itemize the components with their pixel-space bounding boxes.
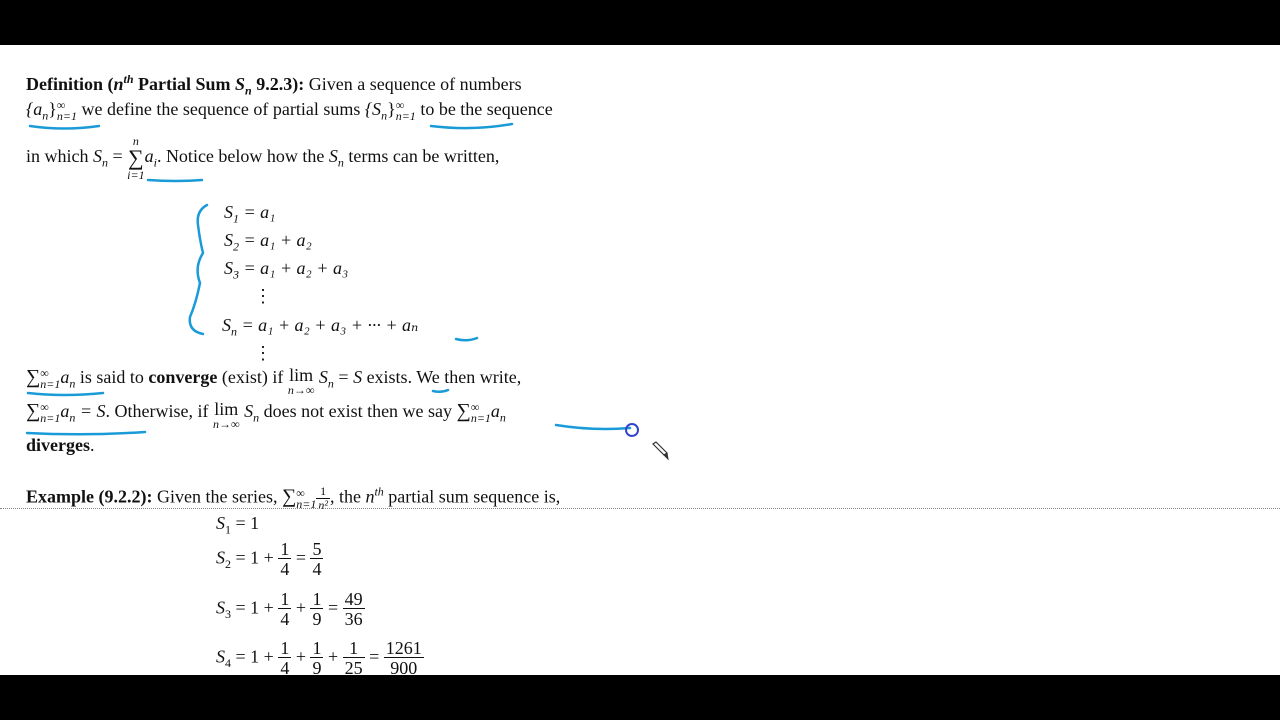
lim: lim	[214, 399, 239, 419]
converge-line-1	[26, 366, 521, 396]
lim-expr: S	[239, 401, 254, 421]
ps-lhs: S	[222, 315, 231, 335]
ps-lhs: S	[224, 258, 233, 278]
frac-den: 4	[280, 559, 290, 579]
heading-ref: 9.2.3):	[251, 74, 305, 94]
row-expr: = 1 +	[235, 646, 274, 667]
row-eq: =	[295, 547, 306, 568]
example-row-3	[216, 590, 365, 629]
sum-sub: n=1	[296, 496, 317, 511]
converge-word: converge	[148, 367, 218, 387]
sum-term: a	[490, 401, 500, 421]
example-label: Example (9.2.2):	[26, 486, 153, 507]
frac-num: 1	[316, 485, 330, 499]
underline-sum-diverge	[556, 425, 630, 429]
seq-a-range: n=1	[56, 108, 77, 123]
row-expr: = 1 +	[235, 547, 274, 568]
frac-den: 900	[390, 658, 418, 675]
row-lhs: S	[216, 646, 225, 667]
seq-S-sup: ∞	[395, 97, 405, 112]
lim: lim	[289, 365, 314, 385]
definition-line-2	[26, 98, 553, 122]
frac-num: 1	[312, 589, 322, 609]
definition-text-2: we define the sequence of partial sums	[76, 99, 365, 119]
line3-S2-sub: n	[337, 155, 344, 170]
converge-text-5: does not exist then we say	[259, 401, 457, 421]
row-plus: +	[295, 646, 306, 667]
sum-symbol: ∑	[456, 400, 471, 422]
converge-line-3	[26, 434, 94, 456]
period: .	[89, 435, 95, 455]
ps-rhs: = a₁	[243, 202, 276, 222]
sum-term-sub: n	[69, 410, 76, 425]
sum-sup: ∞	[470, 399, 480, 414]
lim-sub: n→∞	[213, 417, 240, 431]
sigma-top: n	[132, 134, 139, 148]
eq-S: = S	[75, 401, 106, 421]
example-text-3: partial sum sequence is,	[383, 486, 561, 507]
seq-a-sup: ∞	[56, 97, 66, 112]
ps-rhs: = a₁ + a₂ + a₃ + ··· + aₙ	[241, 315, 419, 335]
frac-num: 1261	[385, 638, 422, 658]
lim-eq: =	[333, 367, 354, 387]
partial-sum-row	[224, 257, 349, 282]
converge-text-4: . Otherwise, if	[105, 401, 214, 421]
ps-sub: 2	[233, 239, 239, 254]
frac-den: 4	[312, 559, 322, 579]
line3-a-sub: i	[153, 155, 157, 170]
letterbox-top	[0, 0, 1280, 45]
line3-S-sub: n	[102, 155, 108, 170]
row-eq: =	[369, 646, 380, 667]
frac-num: 1	[280, 589, 290, 609]
sum-sub: n=1	[40, 410, 61, 425]
ps-vdots: ⋮	[254, 343, 272, 363]
seq-a-close: }	[48, 99, 57, 119]
page-break-divider	[0, 508, 1280, 509]
example-n: n	[365, 486, 375, 507]
row-expr: = 1 +	[235, 597, 274, 618]
pencil-cursor-icon	[650, 441, 670, 461]
frac-den: 25	[344, 658, 363, 675]
sum-symbol: ∑	[281, 485, 297, 508]
frac-num: 49	[344, 589, 363, 609]
example-row-1	[216, 512, 260, 537]
line3-S: S	[93, 146, 102, 167]
row-lhs: S	[216, 597, 225, 618]
converge-text-1: is said to	[75, 367, 149, 387]
sum-sup: ∞	[40, 399, 49, 414]
frac-num: 1	[312, 638, 322, 658]
heading-mid: Partial Sum	[133, 74, 236, 94]
frac-num: 1	[343, 639, 365, 658]
seq-S-open: {S	[364, 99, 382, 119]
definition-line-3	[26, 134, 499, 182]
definition-text-5: . Notice below how the	[156, 146, 329, 167]
frac-den: 4	[280, 609, 290, 629]
row-plus: +	[295, 597, 306, 618]
letterbox-bottom	[0, 675, 1280, 720]
lim-S: S	[353, 367, 363, 387]
ps-lhs: S	[224, 230, 233, 250]
converge-text-2: (exist) if	[217, 367, 288, 387]
definition-text-6: terms can be written,	[343, 146, 500, 167]
seq-a-open: {a	[26, 99, 43, 119]
definition-text-3: to be the sequence	[415, 99, 553, 119]
sigma-bottom: i=1	[127, 168, 145, 182]
lim-expr-sub: n	[253, 410, 260, 425]
ps-lhs: S	[224, 202, 233, 222]
definition-text-4: in which	[26, 146, 93, 167]
underline-seq-a	[30, 126, 99, 129]
sum-sup: ∞	[40, 365, 49, 380]
partial-sum-row	[224, 201, 276, 226]
ps-rhs: = a₁ + a₂ + a₃	[243, 258, 349, 278]
underline-seq-S	[431, 124, 512, 128]
sigma: ∑	[128, 145, 144, 170]
row-sub: 3	[225, 607, 231, 622]
frac-den: 36	[344, 609, 363, 629]
example-text-2: , the	[329, 486, 366, 507]
seq-a-sub: n	[42, 108, 49, 123]
line3-eq: =	[108, 146, 128, 167]
frac-num: 1	[280, 539, 290, 559]
row-plus: +	[327, 646, 339, 667]
frac-den: 4	[280, 658, 290, 675]
sum-term-sub: n	[499, 410, 506, 425]
heading-n: n	[113, 74, 124, 94]
sum-term: a	[60, 401, 70, 421]
row-eq: =	[327, 597, 339, 618]
converge-text-3: exists. We then write,	[362, 367, 522, 387]
definition-text-1: Given a sequence of numbers	[304, 74, 522, 94]
brace-partial-sums	[190, 205, 207, 334]
ps-vdots: ⋮	[254, 286, 272, 306]
lim-expr-sub: n	[327, 376, 334, 391]
seq-S-close: }	[387, 99, 396, 119]
converge-line-2	[26, 400, 506, 430]
sum-sup: ∞	[296, 485, 305, 500]
row-sub: 1	[225, 522, 231, 537]
row-sub: 2	[225, 557, 231, 572]
ps-sub: 3	[233, 267, 239, 282]
frac-den: n²	[318, 498, 328, 512]
sum-term-sub: n	[69, 376, 76, 391]
example-row-4	[216, 639, 424, 675]
frac-den: 9	[312, 658, 322, 675]
frac-num: 1	[280, 638, 290, 658]
partial-sum-vdots	[254, 285, 272, 307]
row-sub: 4	[225, 656, 231, 671]
line3-a: a	[144, 146, 154, 167]
line3-S2: S	[328, 146, 338, 167]
definition-heading: Definition (	[26, 74, 114, 94]
sum-term: a	[60, 367, 70, 387]
heading-S: S	[235, 74, 246, 94]
sum-sub: n=1	[470, 410, 491, 425]
ps-sub: 1	[233, 211, 239, 226]
frac-num: 5	[312, 539, 322, 559]
heading-th: th	[123, 72, 134, 86]
partial-sum-row	[222, 314, 419, 339]
document-page	[0, 45, 1280, 675]
definition-line-1	[26, 72, 522, 98]
underline-an	[456, 338, 477, 340]
row-expr: = 1	[235, 513, 260, 533]
sum-sub: n=1	[40, 376, 61, 391]
example-text-1: Given the series,	[152, 486, 282, 507]
seq-S-sub: n	[381, 108, 388, 123]
lim-expr: S	[314, 367, 328, 387]
example-row-2	[216, 540, 323, 579]
ps-rhs: = a₁ + a₂	[243, 230, 312, 250]
heading-S-sub: n	[245, 83, 252, 98]
row-lhs: S	[216, 513, 225, 533]
ps-sub: n	[231, 324, 237, 339]
partial-sum-vdots	[254, 342, 272, 364]
seq-S-range: n=1	[395, 108, 416, 123]
diverges-word: diverges	[26, 435, 90, 455]
example-th: th	[374, 484, 384, 499]
partial-sum-row	[224, 229, 312, 254]
frac-den: 9	[312, 609, 322, 629]
pen-cursor-ring	[626, 424, 638, 436]
sum-symbol: ∑	[26, 366, 41, 388]
sum-symbol: ∑	[26, 400, 41, 422]
lim-sub: n→∞	[287, 383, 315, 397]
row-lhs: S	[216, 547, 225, 568]
